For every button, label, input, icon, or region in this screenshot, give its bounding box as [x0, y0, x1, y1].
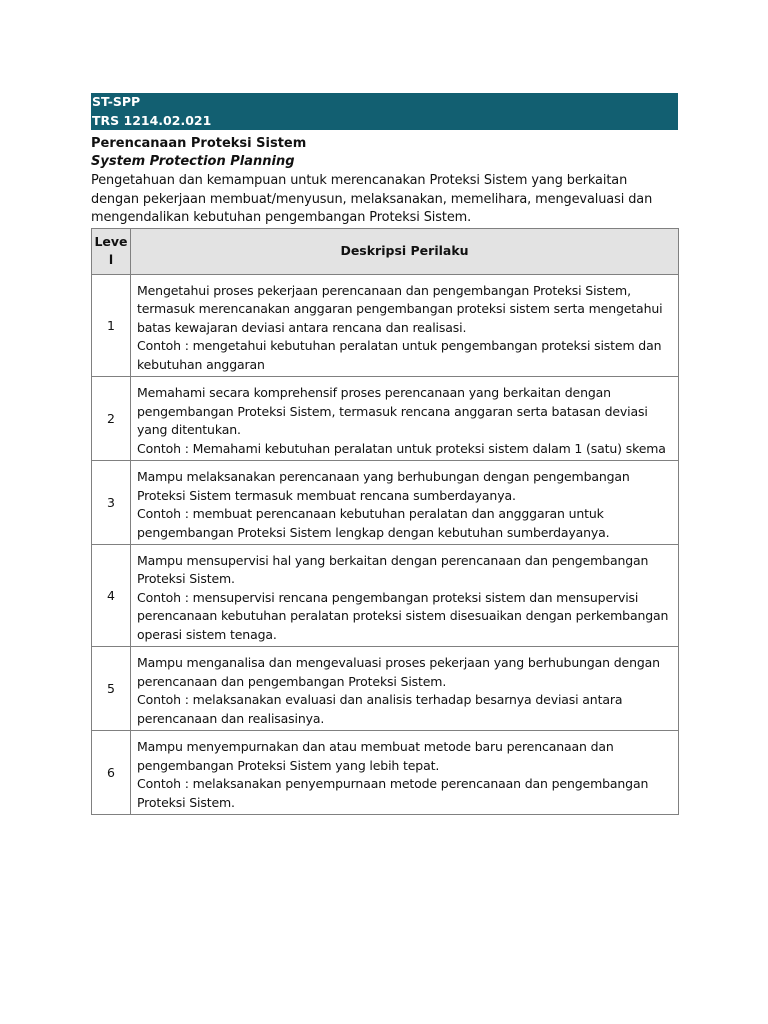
- behavior-text: Mampu melaksanakan perencanaan yang berhubungan dengan pengembangan Proteksi Sistem termasuk membuat rencana sumberdayanya.: [137, 469, 630, 503]
- behavior-description: [131, 460, 679, 544]
- behavior-example: Contoh : melaksanakan evaluasi dan analisis terhadap besarnya deviasi antara perencanaan dan realisasinya.: [137, 692, 623, 726]
- level-header-line1: Leve: [94, 234, 128, 249]
- behavior-description: [131, 730, 679, 814]
- table-row: [92, 376, 679, 460]
- level-number: 4: [92, 544, 131, 646]
- behavior-text: Mengetahui proses pekerjaan perencanaan dan pengembangan Proteksi Sistem, termasuk merencanakan anggaran pengembangan proteksi sistem serta mengetahui batas kewajaran deviasi antara rencana dan realisasi.: [137, 282, 663, 335]
- behavior-text: Mampu menganalisa dan mengevaluasi proses pekerjaan yang berhubungan dengan perencanaan dan pengembangan Proteksi Sistem.: [137, 655, 660, 689]
- behavior-level-table: [91, 228, 679, 815]
- document-page: [91, 93, 678, 815]
- level-number: 2: [92, 376, 131, 460]
- level-header-line2: l: [108, 252, 114, 267]
- behavior-example: Contoh : membuat perencanaan kebutuhan peralatan dan angggaran untuk pengembangan Proteksi Sistem lengkap dengan kebutuhan sumberdayanya.: [137, 506, 610, 540]
- level-number: 1: [92, 274, 131, 376]
- table-row: [92, 460, 679, 544]
- behavior-example: Contoh : mengetahui kebutuhan peralatan untuk pengembangan proteksi sistem dan kebutuhan anggaran: [137, 338, 662, 372]
- level-column-header: [92, 228, 131, 274]
- behavior-example: Contoh : mensupervisi rencana pengembangan proteksi sistem dan mensupervisi perencanaan kebutuhan peralatan proteksi sistem disesuaikan dengan perkembangan operasi sistem tenaga.: [137, 589, 669, 642]
- competency-subtitle: System Protection Planning: [91, 154, 295, 169]
- behavior-text: Memahami secara komprehensif proses perencanaan yang berkaitan dengan pengembangan Proteksi Sistem, termasuk rencana anggaran serta batasan deviasi yang ditentukan.: [137, 385, 648, 437]
- behavior-description: [131, 274, 679, 376]
- competency-number: TRS 1214.02.021: [92, 112, 212, 128]
- competency-code: ST-SPP: [92, 94, 141, 109]
- competency-description: Pengetahuan dan kemampuan untuk merencanakan Proteksi Sistem yang berkaitan dengan pekerjaan membuat/menyusun, melaksanakan, memelihara, mengevaluasi dan mengendalikan kebutuhan pengembangan Proteksi Sistem.: [91, 173, 653, 225]
- level-number: 6: [92, 730, 131, 814]
- description-column-header: Deskripsi Perilaku: [131, 228, 679, 274]
- level-number: 3: [92, 460, 131, 544]
- behavior-example: Contoh : melaksanakan penyempurnaan metode perencanaan dan pengembangan Proteksi Sistem.: [137, 776, 649, 810]
- table-row: [92, 730, 679, 814]
- behavior-example: Contoh : Memahami kebutuhan peralatan untuk proteksi sistem dalam 1 (satu) skema: [137, 440, 666, 456]
- competency-code-banner: [91, 93, 678, 130]
- table-row: [92, 544, 679, 646]
- table-row: [92, 274, 679, 376]
- table-row: [92, 646, 679, 730]
- table-header-row: [92, 228, 679, 274]
- behavior-description: [131, 646, 679, 730]
- behavior-text: Mampu mensupervisi hal yang berkaitan dengan perencanaan dan pengembangan Proteksi Sistem.: [137, 552, 649, 587]
- behavior-description: [131, 376, 679, 460]
- behavior-text: Mampu menyempurnakan dan atau membuat metode baru perencanaan dan pengembangan Proteksi Sistem yang lebih tepat.: [137, 739, 614, 773]
- level-number: 5: [92, 646, 131, 730]
- competency-title: Perencanaan Proteksi Sistem: [91, 136, 307, 151]
- behavior-description: [131, 544, 679, 646]
